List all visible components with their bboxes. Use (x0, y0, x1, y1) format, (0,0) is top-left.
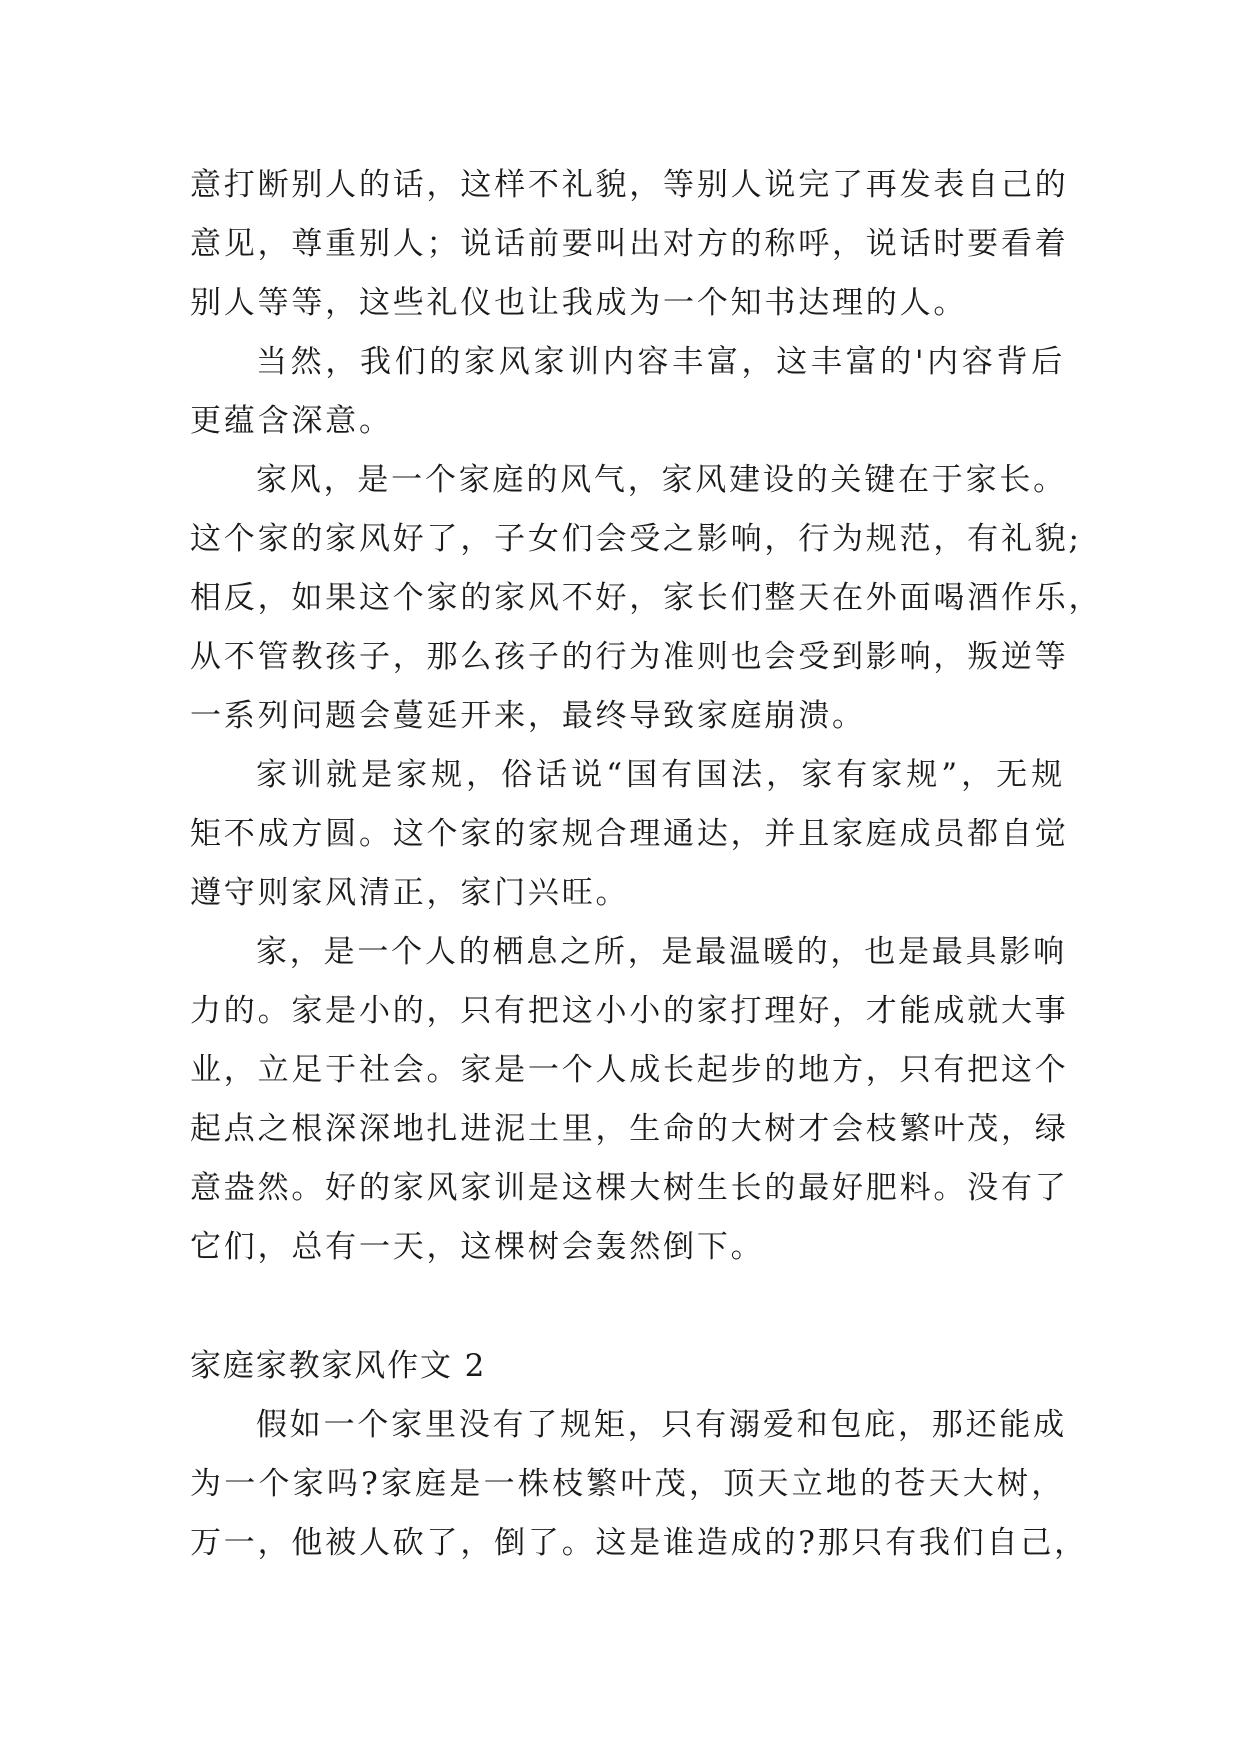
document-page (190, 156, 1103, 1573)
text-line: 它们，总有一天，这棵树会轰然倒下。 (190, 1229, 765, 1265)
text-line: 从不管教孩子，那么孩子的行为准则也会受到影响，叛逆等 (190, 639, 1069, 675)
text-line: 家，是一个人的栖息之所，是最温暖的，也是最具影响 (256, 934, 1067, 970)
paragraph (190, 746, 1069, 923)
text-line: 意见，尊重别人；说话前要叫出对方的称呼，说话时要看着 (190, 226, 1069, 262)
section-title: 家庭家教家风作文 2 (190, 1348, 487, 1384)
text-line: 为一个家吗?家庭是一株枝繁叶茂，顶天立地的苍天大树， (190, 1466, 1065, 1502)
text-line: 家训就是家规，俗话说“国有国法，家有家规”，无规 (256, 757, 1065, 793)
text-line: 意打断别人的话，这样不礼貌，等别人说完了再发表自己的 (190, 167, 1069, 203)
paragraph (190, 1396, 1088, 1573)
text-line: 意盎然。好的家风家训是这棵大树生长的最好肥料。没有了 (190, 1170, 1069, 1206)
text-line: 别人等等，这些礼仪也让我成为一个知书达理的人。 (190, 285, 968, 321)
paragraph (190, 923, 1069, 1277)
text-line: 家风，是一个家庭的风气，家风建设的关键在于家长。 (256, 462, 1067, 498)
paragraph (190, 451, 1103, 746)
text-line: 业，立足于社会。家是一个人成长起步的地方，只有把这个 (190, 1052, 1069, 1088)
text-line: 万一，他被人砍了，倒了。这是谁造成的?那只有我们自己， (190, 1525, 1088, 1561)
text-line: 更蕴含深意。 (190, 403, 393, 439)
text-line: 当然，我们的家风家训内容丰富，这丰富的'内容背后 (256, 344, 1065, 380)
section-spacer (190, 1277, 1065, 1337)
text-line: 遵守则家风清正，家门兴旺。 (190, 875, 630, 911)
text-line: 这个家的家风好了，子女们会受之影响，行为规范，有礼貌; (190, 521, 1082, 557)
text-line: 力的。家是小的，只有把这小小的家打理好，才能成就大事 (190, 993, 1069, 1029)
paragraph (190, 333, 1065, 451)
text-line: 假如一个家里没有了规矩，只有溺爱和包庇，那还能成 (256, 1407, 1067, 1443)
text-line: 相反，如果这个家的家风不好，家长们整天在外面喝酒作乐， (190, 580, 1103, 616)
text-line: 矩不成方圆。这个家的家规合理通达，并且家庭成员都自觉 (190, 816, 1069, 852)
text-line: 起点之根深深地扎进泥土里，生命的大树才会枝繁叶茂，绿 (190, 1111, 1069, 1147)
text-line: 一系列问题会蔓延开来，最终导致家庭崩溃。 (190, 698, 866, 734)
paragraph (190, 156, 1069, 333)
